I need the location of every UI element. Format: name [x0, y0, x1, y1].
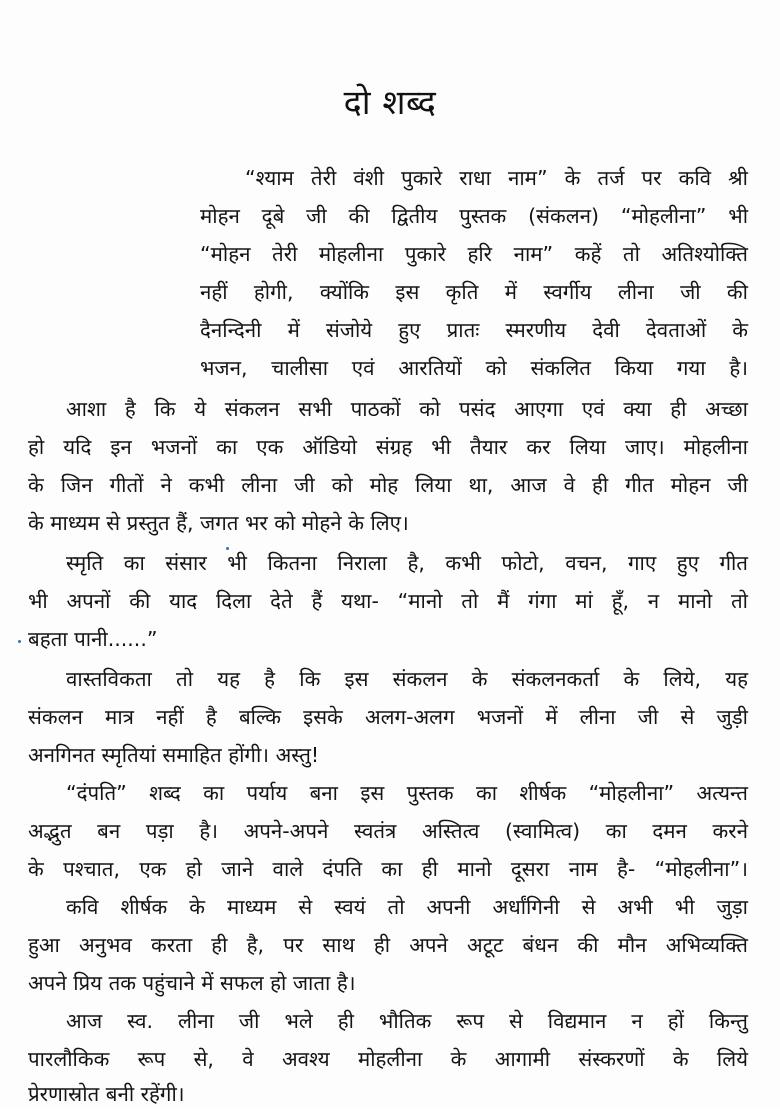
text-line: प्रेरणास्रोत बनी रहेंगी।	[28, 1082, 185, 1106]
text-line: भी अपनों की याद दिला देते हैं यथा- “मानो तो मैं गंगा मां हूँ, न मानो तो	[28, 589, 748, 613]
text-line: मोहन दूबे जी की द्वितीय पुस्तक (संकलन) “मोहलीना” भी	[200, 204, 748, 228]
text-line: वास्तविकता तो यह है कि इस संकलन के संकलनकर्ता के लिये, यह	[66, 667, 748, 691]
text-line: के जिन गीतों ने कभी लीना जी को मोह लिया था, आज वे ही गीत मोहन जी	[28, 473, 748, 497]
text-line: भजन, चालीसा एवं आरतियों को संकलित किया गया है।	[200, 356, 748, 380]
text-line: “दंपति” शब्द का पर्याय बना इस पुस्तक का शीर्षक “मोहलीना” अत्यन्त	[66, 781, 748, 805]
text-line: आशा है कि ये संकलन सभी पाठकों को पसंद आएगा एवं क्या ही अच्छा	[66, 397, 748, 421]
page-title: दो शब्द	[343, 83, 437, 123]
text-line: “मोहन तेरी मोहलीना पुकारे हरि नाम” कहें तो अतिश्योक्ति	[200, 242, 748, 266]
text-line: के माध्यम से प्रस्तुत हैं, जगत भर को मोहने के लिए।	[28, 511, 409, 535]
scan-speck	[226, 547, 229, 550]
text-line: आज स्व. लीना जी भले ही भौतिक रूप से विद्यमान न हों किन्तु	[66, 1009, 748, 1033]
text-line: अनगिनत स्मृतियां समाहित होंगी। अस्तु!	[28, 743, 320, 767]
text-line: हुआ अनुभव करता ही है, पर साथ ही अपने अटूट बंधन की मौन अभिव्यक्ति	[28, 933, 748, 957]
text-line: दैनन्दिनी में संजोये हुए प्रातः स्मरणीय देवी देवताओं के	[200, 318, 748, 342]
text-line: हो यदि इन भजनों का एक ऑडियो संग्रह भी तैयार कर लिया जाए। मोहलीना	[28, 435, 748, 459]
text-line: कवि शीर्षक के माध्यम से स्वयं तो अपनी अर्धांगिनी से अभी भी जुड़ा	[66, 895, 748, 919]
scan-speck	[18, 640, 21, 643]
text-line: अपने प्रिय तक पहुंचाने में सफल हो जाता है।	[28, 971, 356, 995]
text-line: के पश्चात, एक हो जाने वाले दंपति का ही मानो दूसरा नाम है- “मोहलीना”।	[28, 857, 748, 881]
text-line: नहीं होगी, क्योंकि इस कृति में स्वर्गीय लीना जी की	[200, 280, 748, 304]
text-line: स्मृति का संसार भी कितना निराला है, कभी फोटो, वचन, गाए हुए गीत	[66, 551, 748, 575]
text-line: बहता पानी......”	[28, 627, 158, 651]
text-line: पारलौकिक रूप से, वे अवश्य मोहलीना के आगामी संस्करणों के लिये	[28, 1047, 748, 1071]
text-line: अद्भुत बन पड़ा है। अपने-अपने स्वतंत्र अस्तित्व (स्वामित्व) का दमन करने	[28, 819, 748, 843]
text-line: संकलन मात्र नहीं है बल्कि इसके अलग-अलग भजनों में लीना जी से जुड़ी	[28, 705, 748, 729]
text-line: “श्याम तेरी वंशी पुकारे राधा नाम” के तर्ज पर कवि श्री	[245, 166, 748, 190]
